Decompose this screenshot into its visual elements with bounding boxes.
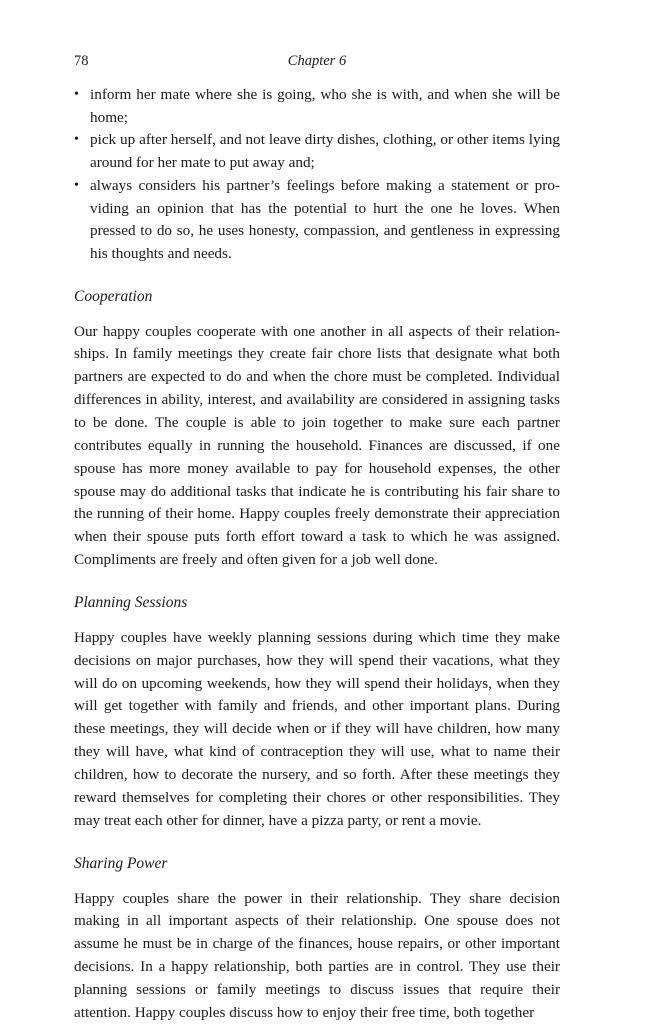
bullet-icon: • xyxy=(74,87,79,102)
bullet-item xyxy=(74,84,560,129)
bullet-text: inform her mate where she is going, who she is with, and when she will be home; xyxy=(90,86,560,126)
book-page xyxy=(74,50,560,1025)
bullet-icon: • xyxy=(74,177,79,193)
bullet-item xyxy=(74,129,560,174)
section-heading-planning-sessions: Planning Sessions xyxy=(74,593,188,611)
section-heading-cooperation: Cooperation xyxy=(74,287,153,305)
running-head xyxy=(74,50,560,72)
paragraph-cooperation: Our happy couples cooperate with one another in all aspects of their relationships. In family meetings they create fair chore lists that designate what both partners are expected to do and when the chore must be completed. Individual differences in ability, interest, and availability are considered in assigning tasks to be done. The couple is able to join together to make sure each partner contributes equally in running the household. Finances are discussed, if one spouse has more money available to pay for household expenses, the other spouse may do additional tasks that indicate he is contributing his fair share to the running of their home. Happy couples freely demonstrate their appreciation when their spouse puts forth effort toward a task to which he was assigned. Compliments are freely and often given for a job well done. xyxy=(74,322,560,569)
bullet-icon: • xyxy=(74,132,79,148)
bullet-text: always considers his partner’s feelings before making a statement or providing an opinion that has the potential to hurt the one he loves. When pressed to do so, he uses honesty, compassion, and gentleness in expressing his thoughts and needs. xyxy=(90,176,560,262)
paragraph-sharing-power: Happy couples share the power in their relationship. They share decision making in all important aspects of their relationship. One spouse does not assume he must be in charge of the finances, house repairs, or other important decisions. In a happy relationship, both parties are in control. They use their planning sessions or family meetings to discuss issues that require their attention. Happy couples discuss how to enjoy their free time, both together xyxy=(74,889,560,1021)
bullet-text: pick up after herself, and not leave dirty dishes, clothing, or other items lying around for her mate to put away and; xyxy=(90,131,560,172)
bullet-list xyxy=(74,84,560,266)
chapter-title: Chapter 6 xyxy=(287,53,347,69)
page-number: 78 xyxy=(74,53,89,69)
bullet-item xyxy=(74,175,560,266)
paragraph-planning-sessions: Happy couples have weekly planning sessions during which time they make decisions on major purchases, how they will spend their vacations, what they will do on upcoming weekends, how they will spend their holidays, when they will get together with family and friends, and other important plans. During these meetings, they will decide when or if they will have children, how many they will have, what kind of contraception they will use, what to name their children, how to decorate the nursery, and so forth. After these meetings they reward themselves for completing their chores or other responsibilities. They may treat each other for dinner, have a pizza party, or rent a movie. xyxy=(74,628,560,829)
section-heading-sharing-power: Sharing Power xyxy=(74,854,168,872)
